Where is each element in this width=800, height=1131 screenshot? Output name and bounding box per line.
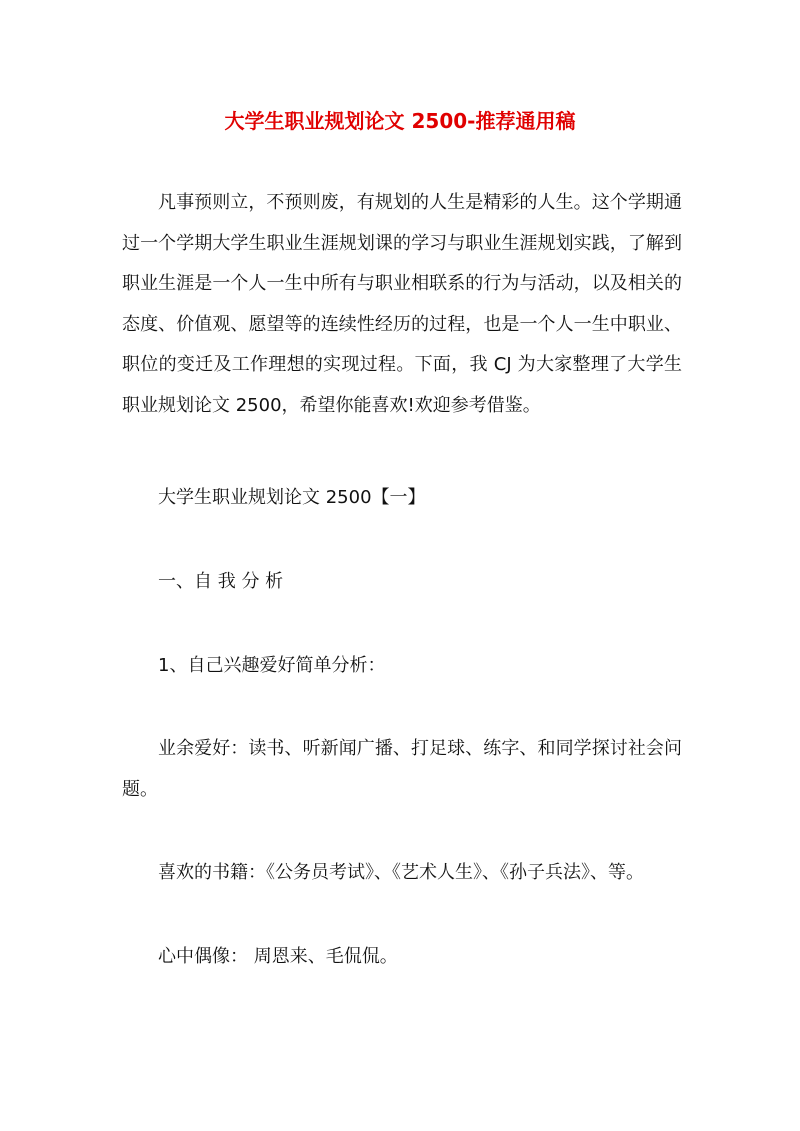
hobbies-paragraph: 业余爱好：读书、听新闻广播、打足球、练字、和同学探讨社会问题。 <box>122 738 682 800</box>
intro-paragraph: 凡事预则立，不预则废，有规划的人生是精彩的人生。这个学期通过一个学期大学生职业生涯规划课的学习与职业生涯规划实践，了解到职业生涯是一个人一生中所有与职业相联系的行为与活动，以及相关的态度、价值观、愿望等的连续性经历的过程，也是一个人一生中职业、职位的变迁及工作理想的实现过程。下面，我 CJ 为大家整理了大学生职业规划论文 2500，希望你能喜欢!欢迎参考借鉴。 <box>122 192 682 416</box>
books-line: 喜欢的书籍：《公务员考试》、《艺术人生》、《孙子兵法》、等。 <box>158 862 644 883</box>
document-title: 大学生职业规划论文 2500-推荐通用稿 <box>224 109 576 133</box>
part-heading: 一、自 我 分 析 <box>158 571 284 592</box>
sub-heading: 1、自己兴趣爱好简单分析： <box>158 655 386 676</box>
idols-line: 心中偶像： 周恩来、毛侃侃。 <box>158 946 398 967</box>
section-heading: 大学生职业规划论文 2500【一】 <box>158 487 426 508</box>
